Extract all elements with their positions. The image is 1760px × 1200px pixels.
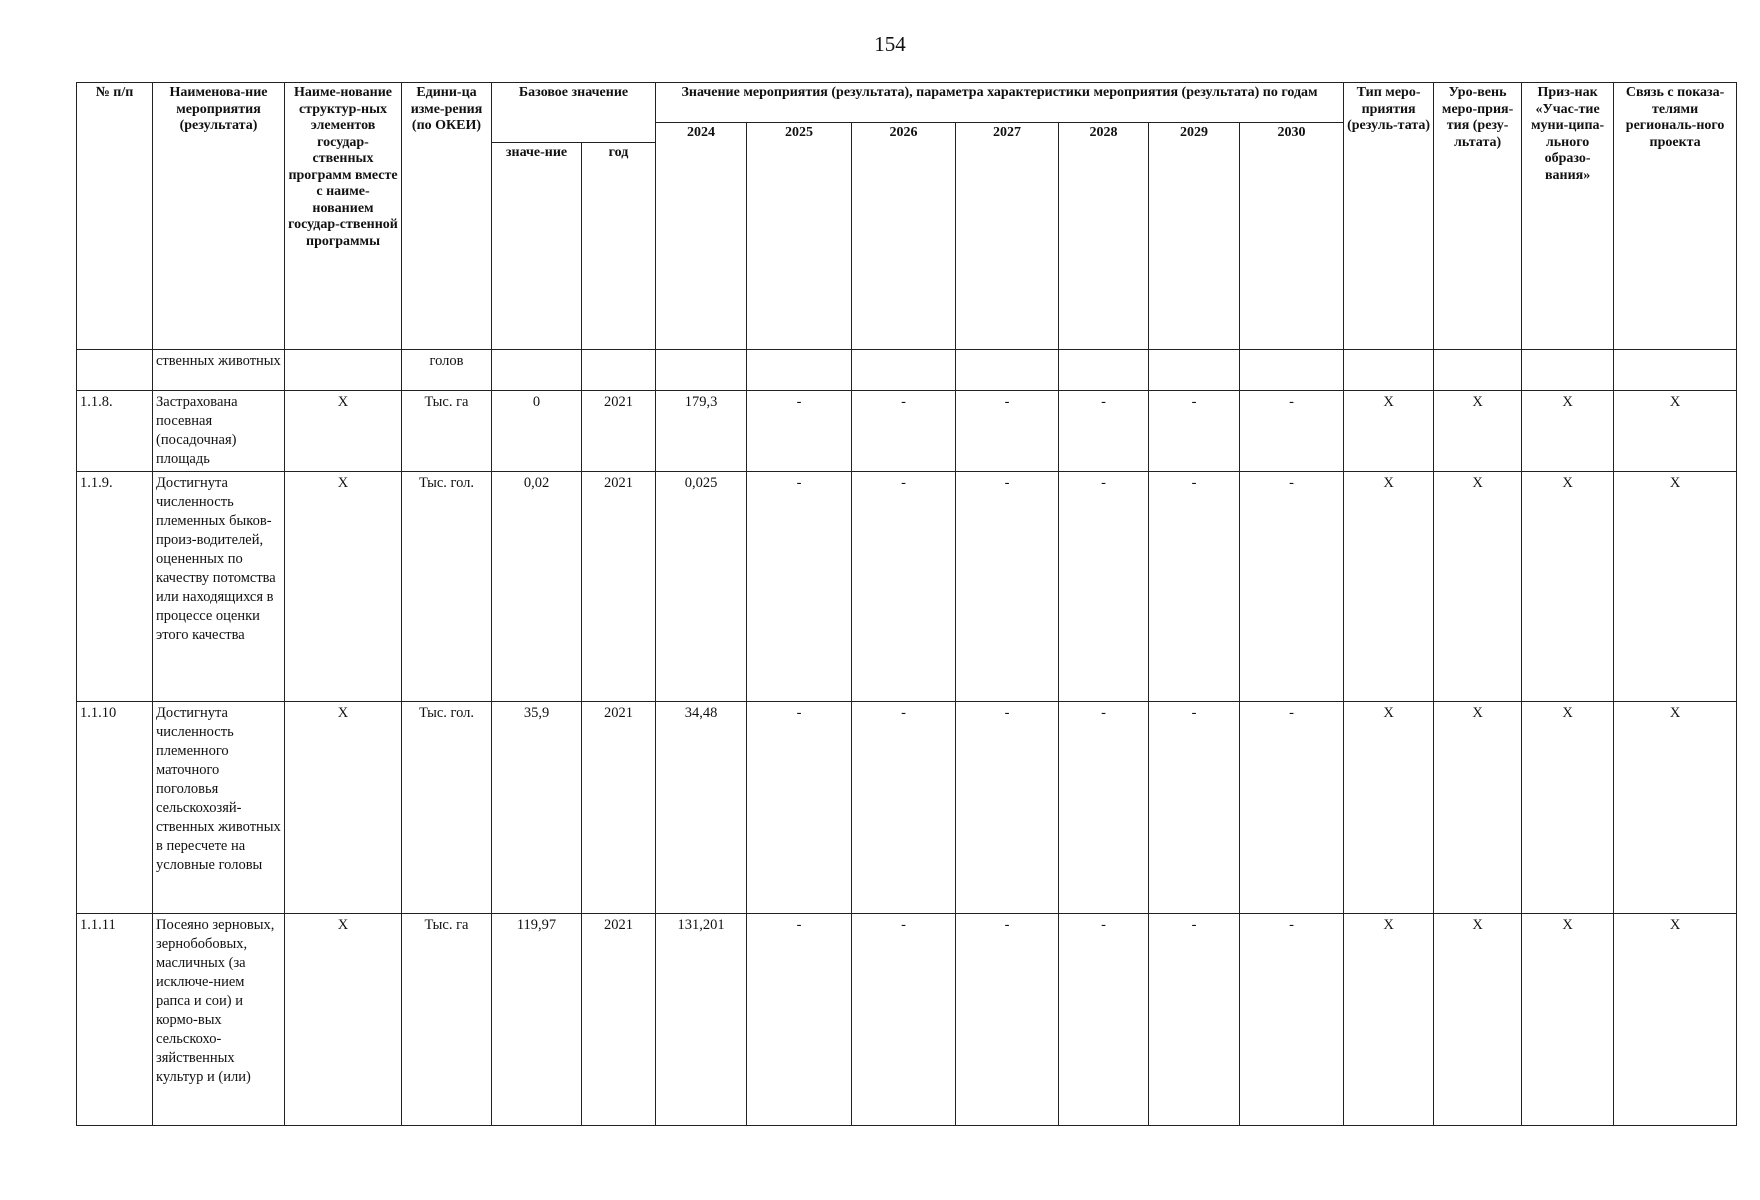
- cell-2025: -: [747, 914, 852, 1126]
- cell-num: 1.1.11: [77, 914, 153, 1126]
- cell-2027: -: [956, 914, 1059, 1126]
- cell-2024: 34,48: [656, 702, 747, 914]
- cell-link: Х: [1614, 391, 1737, 472]
- cell-base-value: 0: [492, 391, 582, 472]
- cell-base-year: 2021: [582, 914, 656, 1126]
- cell-2029: -: [1149, 391, 1240, 472]
- cell-struct: Х: [285, 472, 402, 702]
- table-row: [77, 702, 1737, 914]
- header-year-2030: 2030: [1240, 123, 1344, 350]
- cell-2025: -: [747, 472, 852, 702]
- cell-2027: -: [956, 702, 1059, 914]
- cell-2026: -: [852, 472, 956, 702]
- cell-base-value: 0,02: [492, 472, 582, 702]
- cell-num: 1.1.9.: [77, 472, 153, 702]
- cell-level: Х: [1434, 391, 1522, 472]
- header-type: Тип меро-приятия (резуль-тата): [1344, 83, 1434, 350]
- cell-2024: 131,201: [656, 914, 747, 1126]
- cell-type: Х: [1344, 914, 1434, 1126]
- header-num: № п/п: [77, 83, 153, 350]
- header-link: Связь с показа-телями региональ-ного проекта: [1614, 83, 1737, 350]
- cell-2028: -: [1059, 391, 1149, 472]
- cell-2025: -: [747, 702, 852, 914]
- cell-unit: Тыс. гол.: [402, 702, 492, 914]
- cell-type: Х: [1344, 702, 1434, 914]
- header-unit: Едини-ца изме-рения (по ОКЕИ): [402, 83, 492, 350]
- cell-2026: -: [852, 391, 956, 472]
- header-values: Значение мероприятия (результата), параметра характеристики мероприятия (результата) по годам: [656, 83, 1344, 123]
- cell-2029: -: [1149, 702, 1240, 914]
- cell-base-value: 119,97: [492, 914, 582, 1126]
- cell-2026: -: [852, 914, 956, 1126]
- cell-name: Посеяно зерновых, зернобобовых, масличных (за исключе-нием рапса и сои) и кормо-вых сельскохо-зяйственных культур и (или): [153, 914, 285, 1126]
- header-year-2025: 2025: [747, 123, 852, 350]
- cell-sign: Х: [1522, 472, 1614, 702]
- header-struct: Наиме-нование структур-ных элементов государ-ственных программ вместе с наиме-нованием государ-ственной программы: [285, 83, 402, 350]
- cell-2024: 0,025: [656, 472, 747, 702]
- cell-link: Х: [1614, 702, 1737, 914]
- measures-table: [76, 82, 1737, 1126]
- cell-2028: -: [1059, 472, 1149, 702]
- cell-2029: -: [1149, 914, 1240, 1126]
- table-row: [77, 914, 1737, 1126]
- header-year-2027: 2027: [956, 123, 1059, 350]
- cell-link: Х: [1614, 472, 1737, 702]
- cell-2030: -: [1240, 391, 1344, 472]
- table-row: [77, 472, 1737, 702]
- cell-2024: 179,3: [656, 391, 747, 472]
- header-name: Наименова-ние мероприятия (результата): [153, 83, 285, 350]
- header-year-2026: 2026: [852, 123, 956, 350]
- cell-unit: Тыс. га: [402, 914, 492, 1126]
- cell-2027: -: [956, 472, 1059, 702]
- cell-sign: Х: [1522, 391, 1614, 472]
- page-number: 154: [874, 32, 906, 56]
- cell-name: Достигнута численность племенных быков-произ-водителей, оцененных по качеству потомства или находящихся в процессе оценки этого качества: [153, 472, 285, 702]
- cell-base-year: 2021: [582, 472, 656, 702]
- cell-2028: -: [1059, 702, 1149, 914]
- cell-2029: -: [1149, 472, 1240, 702]
- header-sign: Приз-нак «Учас-тие муни-ципа-льного образо-вания»: [1522, 83, 1614, 350]
- cell-2028: -: [1059, 914, 1149, 1126]
- header-base-value: значе-ние: [492, 143, 582, 350]
- cell-base-year: 2021: [582, 702, 656, 914]
- cell-base-value: 35,9: [492, 702, 582, 914]
- cell-2030: -: [1240, 914, 1344, 1126]
- cell-num: 1.1.8.: [77, 391, 153, 472]
- cell-struct: Х: [285, 702, 402, 914]
- header-level: Уро-вень меро-прия-тия (резу-льтата): [1434, 83, 1522, 350]
- cell-level: Х: [1434, 702, 1522, 914]
- cell-level: Х: [1434, 914, 1522, 1126]
- cell-level: Х: [1434, 472, 1522, 702]
- cell-unit: Тыс. га: [402, 391, 492, 472]
- cell-2026: -: [852, 702, 956, 914]
- header-base-year: год: [582, 143, 656, 350]
- cell-base-year: 2021: [582, 391, 656, 472]
- header-year-2028: 2028: [1059, 123, 1149, 350]
- cell-type: Х: [1344, 472, 1434, 702]
- header-base: Базовое значение: [492, 83, 656, 143]
- cell-link: Х: [1614, 914, 1737, 1126]
- cell-unit: Тыс. гол.: [402, 472, 492, 702]
- cell-struct: Х: [285, 914, 402, 1126]
- cell-name: Достигнута численность племенного маточного поголовья сельскохозяй-ственных животных в пересчете на условные головы: [153, 702, 285, 914]
- cell-2025: -: [747, 391, 852, 472]
- cell-sign: Х: [1522, 914, 1614, 1126]
- cell-name: ственных животных: [153, 350, 285, 391]
- cell-unit: голов: [402, 350, 492, 391]
- header-year-2029: 2029: [1149, 123, 1240, 350]
- cell-2030: -: [1240, 472, 1344, 702]
- table-header: [77, 83, 1737, 350]
- table-row: [77, 391, 1737, 472]
- cell-num: 1.1.10: [77, 702, 153, 914]
- cell-2030: -: [1240, 702, 1344, 914]
- header-year-2024: 2024: [656, 123, 747, 350]
- cell-name: Застрахована посевная (посадочная) площадь: [153, 391, 285, 472]
- cell-type: Х: [1344, 391, 1434, 472]
- cell-struct: Х: [285, 391, 402, 472]
- cell-sign: Х: [1522, 702, 1614, 914]
- cell-2027: -: [956, 391, 1059, 472]
- table-row-continuation: [77, 350, 1737, 391]
